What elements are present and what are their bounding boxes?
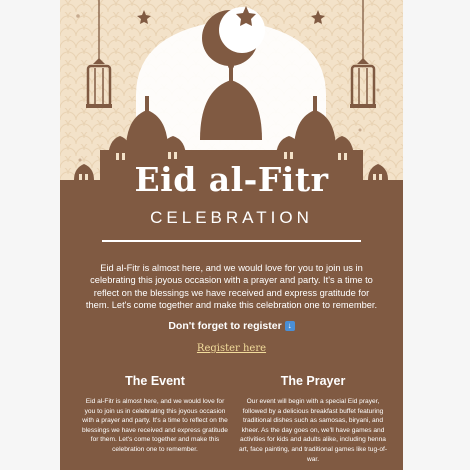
down-arrow-icon: ↓ (285, 321, 295, 331)
event-heading: The Event (125, 374, 185, 388)
register-link-row (60, 339, 403, 357)
prayer-heading: The Prayer (280, 374, 346, 388)
email-card (60, 0, 403, 470)
page-title: Eid al-Fitr (134, 160, 329, 199)
event-body: Eid al-Fitr is almost here, and we would love for you to join us in celebrating this joyous occasion with a prayer and party. It's a time to reflect on the blessings we have received and express gratitude for them. Let's come together and make this celebration one to remember. (82, 398, 228, 453)
page-subtitle: CELEBRATION (150, 208, 313, 227)
register-reminder (60, 318, 403, 334)
divider (102, 240, 361, 242)
register-reminder-text: Don't forget to register (168, 320, 282, 332)
prayer-section (238, 372, 388, 464)
intro-paragraph: Eid al-Fitr is almost here, and we would love for you to join us in celebrating this joyous occasion with a prayer and party. It's a time to reflect on the blessings we have received and express gratitude for them. Let's come together and make this celebration one to remember. (85, 263, 378, 311)
register-link[interactable]: Register here (196, 343, 267, 354)
event-section (80, 372, 230, 455)
prayer-body: Our event will begin with a special Eid prayer, followed by a delicious breakfast buffet featuring traditional dishes such as samosas, biryani, and kheer. As the day goes on, we'll have games and activities for kids and adults alike, including henna art, face painting, and traditional games like tug-of-war. (238, 398, 388, 463)
